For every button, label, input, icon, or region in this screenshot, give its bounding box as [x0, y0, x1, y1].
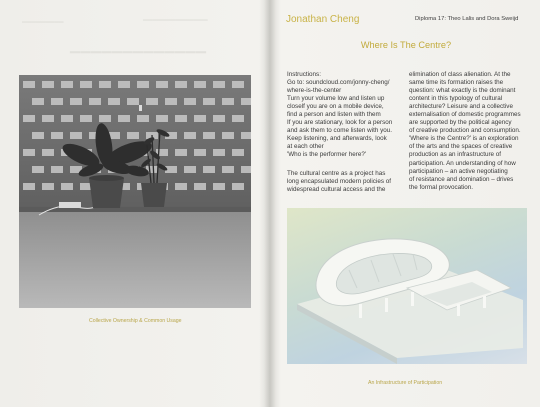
wall-block	[70, 132, 82, 139]
wall-block	[89, 98, 101, 105]
text-line: Turn your volume low and listen up	[287, 95, 385, 103]
wall-block	[137, 81, 149, 88]
wall-block	[194, 115, 206, 122]
text-line: The cultural centre as a project has	[287, 169, 386, 177]
instructions-paragraph	[287, 71, 405, 160]
text-line: where-is-the-center	[287, 87, 342, 95]
wall-block	[51, 132, 63, 139]
wall-block	[99, 115, 111, 122]
wall-block	[222, 98, 234, 105]
wall-block	[241, 166, 251, 173]
wall-block	[23, 183, 35, 190]
wall-block	[118, 115, 130, 122]
wall-block	[241, 98, 251, 105]
wall-block	[175, 149, 187, 156]
wall-block	[213, 81, 225, 88]
wall-block	[80, 115, 92, 122]
text-line: and ask them to come listen with you.	[287, 127, 392, 135]
wall-block	[51, 98, 63, 105]
text-line: same time its formation raises the	[409, 79, 504, 87]
text-line: elimination of class alienation. At the	[409, 71, 511, 78]
ghost-text: ▁▁▁▁▁▁▁▁▁	[22, 17, 64, 23]
wall-block	[32, 132, 44, 139]
ghost-title: ▁▁▁▁▁▁▁▁▁▁▁▁▁	[70, 38, 207, 53]
wall-block	[232, 183, 244, 190]
text-line: widespread cultural access and the	[287, 185, 386, 193]
wall-block	[165, 98, 177, 105]
wall-block	[23, 149, 35, 156]
wall-block	[51, 166, 63, 173]
text-line: question: what exactly is the dominant	[409, 87, 516, 95]
text-line: long encapsulated modern policies of	[287, 177, 391, 185]
wall-block	[213, 149, 225, 156]
wall-block	[99, 81, 111, 88]
wall-block	[32, 98, 44, 105]
text-line: If you are stationary, look for a person	[287, 119, 393, 127]
wall-block	[222, 166, 234, 173]
wall-block	[118, 81, 130, 88]
text-line: of creative production and consumption.	[409, 127, 521, 135]
wall-block	[137, 115, 149, 122]
text-line: the formal provocation.	[409, 183, 474, 191]
diploma-label: Diploma 17: Theo Lalis and Dora Sweijd	[415, 16, 519, 22]
text-column-right	[409, 71, 534, 192]
wall-block	[146, 98, 158, 105]
wall-block	[61, 81, 73, 88]
wall-block	[80, 81, 92, 88]
plants-photo	[19, 75, 251, 308]
wall-block	[156, 115, 168, 122]
wall-block	[184, 166, 196, 173]
wall-block	[175, 81, 187, 88]
wall-block	[108, 98, 120, 105]
text-line: architecture? Leisure and a collective	[409, 103, 513, 111]
model-caption: An Infrastructure of Participation	[368, 380, 443, 386]
wall-block	[213, 183, 225, 190]
text-line: cloself you are on a mobile device,	[287, 103, 384, 111]
text-line: externalisation of domestic programmes	[409, 111, 521, 119]
text-line: find a person and listen with them	[287, 111, 381, 119]
text-line: Instructions:	[287, 71, 321, 78]
ghost-text: ▁▁▁▁▁▁▁▁▁▁▁▁▁▁	[143, 15, 208, 21]
text-line: are supported by the political agency	[409, 119, 512, 127]
wall-block	[61, 183, 73, 190]
wall-block	[127, 132, 139, 139]
wall-block	[184, 98, 196, 105]
wall-block	[194, 81, 206, 88]
wall-block	[241, 132, 251, 139]
text-line: Keep listening, and afterwards, look	[287, 135, 387, 143]
text-line: production as an infrastructure of	[409, 151, 502, 159]
wall-block	[42, 149, 54, 156]
text-line: content in this typology of cultural	[409, 95, 503, 103]
intro-paragraph	[287, 170, 405, 194]
wall-block	[61, 115, 73, 122]
wall-block	[70, 98, 82, 105]
author-name: Jonathan Cheng	[286, 14, 360, 25]
article-title: Where Is The Centre?	[360, 40, 452, 50]
text-line: 'Who is the performer here?'	[287, 151, 367, 159]
wall-block	[184, 132, 196, 139]
wall-block	[203, 98, 215, 105]
wall-block	[232, 81, 244, 88]
wall-block	[175, 115, 187, 122]
wall-block	[42, 115, 54, 122]
wall-block	[213, 115, 225, 122]
wall-block	[175, 183, 187, 190]
text-line: at each other	[287, 143, 324, 151]
wall-block	[23, 115, 35, 122]
wall-block	[232, 115, 244, 122]
wall-block	[127, 98, 139, 105]
text-line: participation – an active negotiating	[409, 167, 508, 175]
text-line: participation. An understanding of how	[409, 159, 516, 167]
wall-block	[203, 166, 215, 173]
wall-block	[156, 81, 168, 88]
text-column-left	[287, 71, 405, 194]
wall-block	[42, 81, 54, 88]
text-line: Go to: soundcloud.com/jonny-cheng/	[287, 79, 390, 87]
photo-caption: Collective Ownership & Common Usage	[89, 318, 182, 324]
wall-block	[222, 132, 234, 139]
wall-block	[194, 149, 206, 156]
page-gutter	[264, 0, 276, 407]
wall-block	[23, 81, 35, 88]
wall-block	[203, 132, 215, 139]
wall-block	[232, 149, 244, 156]
wall-block	[42, 183, 54, 190]
wall-block	[194, 183, 206, 190]
text-line: of resistance and domination – drives	[409, 175, 514, 183]
text-line: of the arts and the spaces of creative	[409, 143, 513, 151]
architectural-model-photo	[287, 208, 527, 364]
wall-block	[32, 166, 44, 173]
text-line: 'Where is the Centre?' is an exploration	[409, 135, 519, 143]
